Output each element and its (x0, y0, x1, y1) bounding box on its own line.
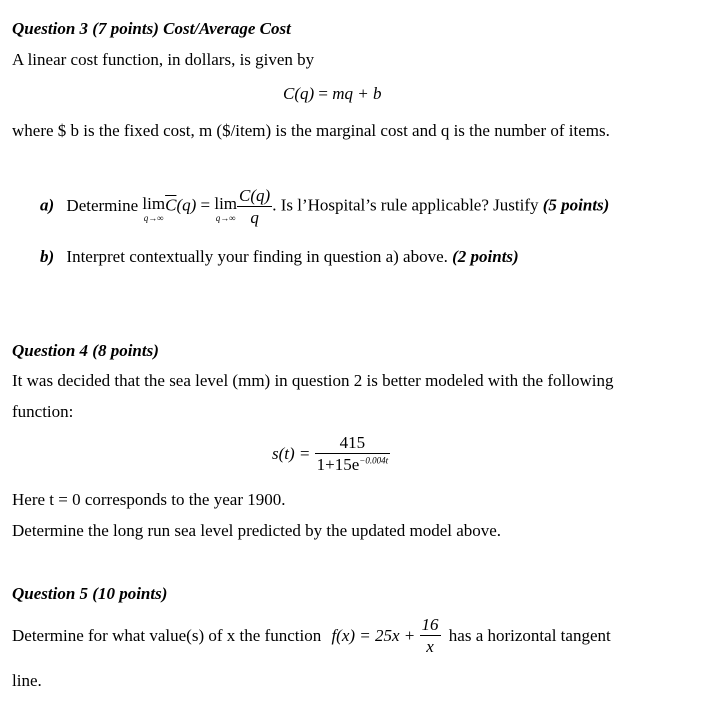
q5-line-2: line. (12, 671, 42, 690)
q5-text-before: Determine for what value(s) of x the function (12, 626, 322, 646)
q4-formula-denominator-base: 1+15e (316, 455, 360, 475)
q5-text-after: has a horizontal tangent (448, 626, 611, 646)
q3-limit-1-word: lim (142, 194, 166, 213)
q3-part-a-eq: = (196, 195, 215, 215)
q5-function-lhs: f(x) = 25x + (331, 626, 416, 646)
q4-formula-denominator (315, 454, 390, 475)
q5-fraction-denominator: x (426, 637, 434, 657)
q3-intro: A linear cost function, in dollars, is given by (12, 50, 315, 69)
q3-fraction-denominator: q (250, 208, 259, 228)
q5-line-1 (12, 614, 611, 658)
q5-title: Question 5 (10 points) (12, 584, 168, 603)
q3-title: Question 3 (7 points) Cost/Average Cost (12, 19, 291, 38)
q3-average-cost-symbol: $\overline{C}$ (165, 195, 177, 215)
q4-title: Question 4 (8 points) (12, 341, 159, 360)
q3-limit-2 (214, 195, 237, 223)
q4-sea-level-formula (272, 432, 390, 476)
q3-cost-formula (283, 83, 382, 104)
q4-formula-exponent: −0.004t (359, 455, 389, 466)
q3-limit-1-sub: q→∞ (143, 213, 164, 223)
q3-limit-1 (142, 195, 165, 223)
q5-function-fraction (420, 614, 441, 658)
q3-part-a-points: (5 points) (542, 195, 610, 215)
q3-part-a-text-after: . Is l’Hospital’s rule applicable? Justify (272, 195, 539, 215)
q3-average-cost-fraction (237, 185, 272, 229)
q4-line-1: It was decided that the sea level (mm) in question 2 is better modeled with the following (12, 371, 614, 390)
q3-fraction-numerator: C(q) (237, 185, 272, 207)
q3-part-b-points: (2 points) (452, 247, 519, 266)
q4-determine-line: Determine the long run sea level predicted by the updated model above. (12, 521, 502, 540)
q3-formula-lhs: C(q) (283, 84, 315, 103)
q3-where-line: where $ b is the fixed cost, m ($/item) is the marginal cost and q is the number of items. (12, 121, 610, 140)
q3-average-cost-arg: (q) (176, 195, 197, 215)
q3-limit-2-word: lim (214, 194, 238, 213)
q3-part-a-label: a) (40, 195, 55, 215)
q3-formula-rhs: mq + b (332, 84, 382, 103)
q3-limit-2-sub: q→∞ (215, 213, 236, 223)
q4-formula-fraction (315, 432, 390, 476)
q5-fraction-numerator: 16 (420, 614, 441, 636)
q3-part-a-text-before: Determine (66, 195, 139, 215)
q4-here-line: Here t = 0 corresponds to the year 1900. (12, 490, 286, 509)
q3-formula-eq: = (314, 84, 333, 103)
q4-formula-lhs: s(t) = (272, 444, 311, 464)
q3-part-b-text: Interpret contextually your finding in question a) above. (66, 247, 448, 266)
q3-part-b-label: b) (40, 247, 55, 266)
q4-formula-numerator: 415 (315, 432, 390, 454)
q3-part-a (40, 185, 609, 229)
q3-part-b (40, 246, 519, 267)
q4-line-2: function: (12, 402, 74, 421)
